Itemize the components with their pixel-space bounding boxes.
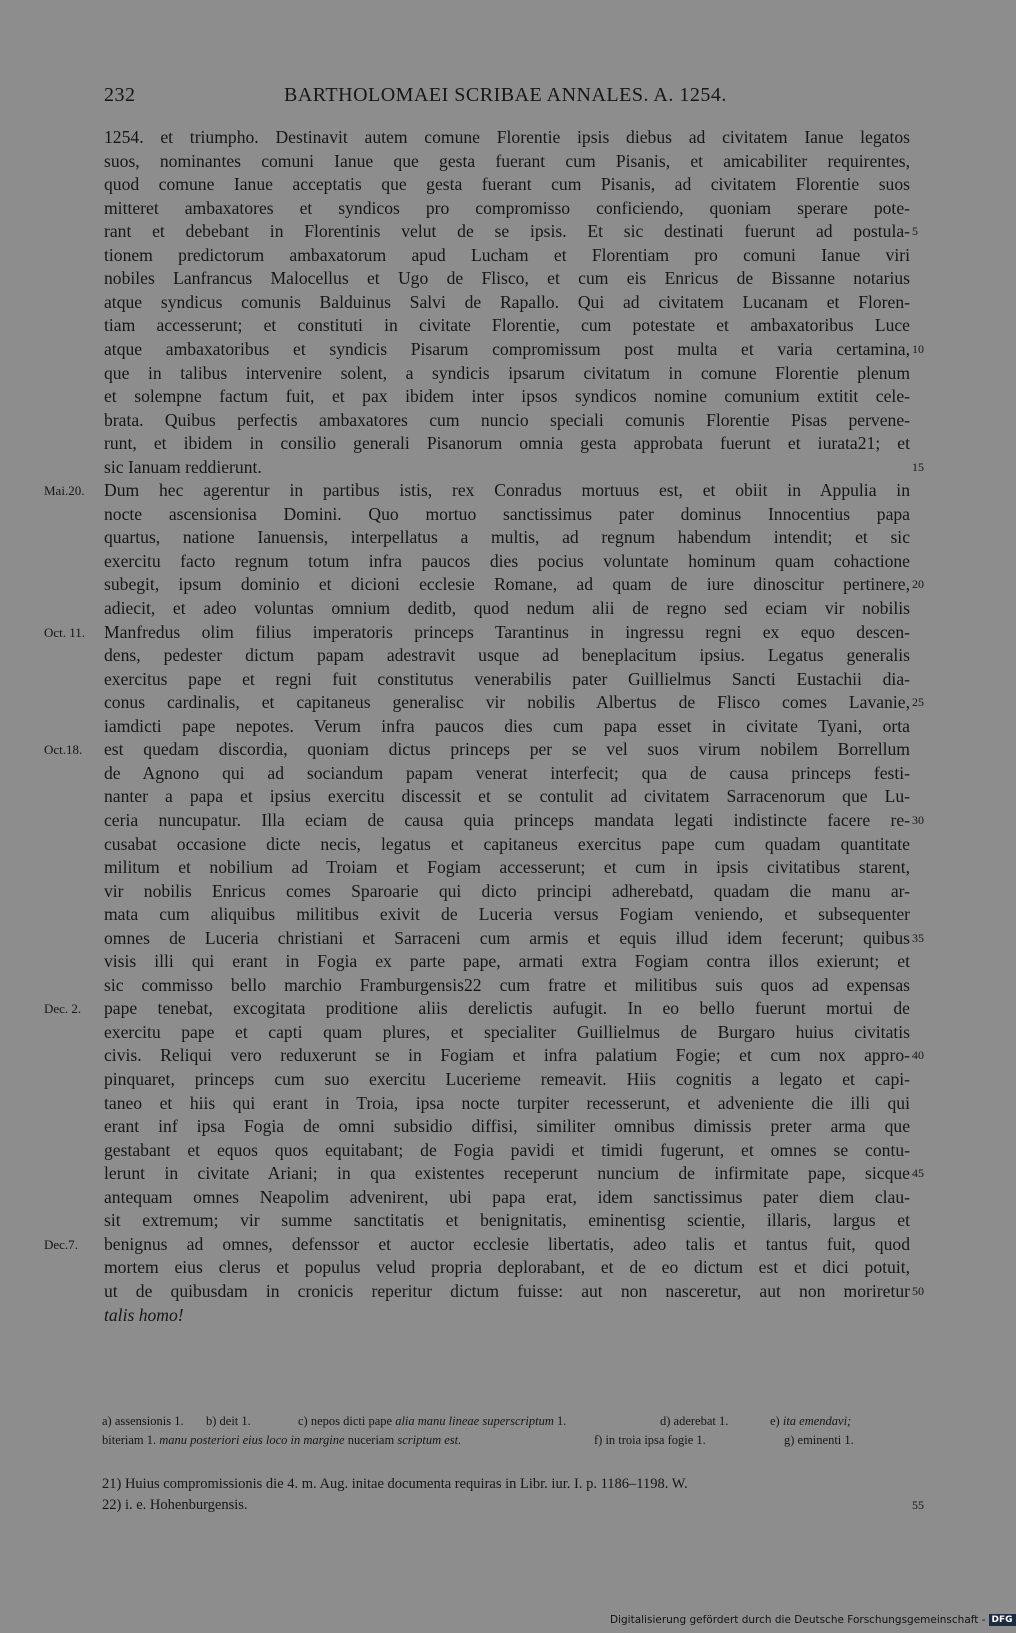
text-line: exercitus pape et regni fuit constitutus venerabilis pater Guillielmus Sancti Eustachii dia- — [104, 668, 910, 689]
text-line: sit extremum; vir summe sanctitatis et benignitatis, eminentisg scientie, illaris, largus et — [104, 1210, 910, 1231]
text-line: tionem predictorum ambaxatorum apud Lucham et Florentiam pro comuni Ianue viri — [104, 244, 910, 265]
text-line: adiecit, et adeo voluntas omnium deditb, quod nedum alii de regno sed eciam vir nobilis — [104, 598, 910, 618]
text-line: quod comune Ianue acceptatis que gesta fuerant cum Pisanis, ad civitatem Florentie suos — [104, 174, 910, 195]
text-line: sic commisso bello marchio Framburgensis22 cum fratre et militibus suis quos ad expensas — [104, 974, 910, 995]
text-line: quartus, natione Ianuensis, interpellatus a multis, ad regnum habendum intendit; et sic — [104, 527, 910, 548]
text-line: dens, pedester dictum papam adestravit usque ad beneplacitum ipsius. Legatus generalis — [104, 645, 910, 666]
line-number-55: 55 — [912, 1498, 924, 1512]
line-number: 5 — [912, 224, 918, 239]
text-line: sic Ianuam reddierunt. — [104, 456, 262, 477]
marginal-date: Dec. 2. — [44, 1001, 82, 1017]
note-e: e) ita emendavi; — [770, 1414, 852, 1428]
note-f: f) in troia ipsa fogie 1. — [594, 1433, 706, 1447]
note-a: a) assensionis 1. — [102, 1414, 184, 1428]
text-line: omnes de Luceria christiani et Sarraceni cum armis et equis illud idem fecerunt; quibus — [104, 927, 910, 948]
text-line: rant et debebant in Florentinis velut de se ipsis. Et sic destinati fuerunt ad postula- — [104, 221, 910, 242]
note-e-continued: biteriam 1. manu posteriori eius loco in margine nuceriam scriptum est. — [102, 1433, 462, 1447]
line-number: 25 — [912, 695, 924, 710]
text-line: est quedam discordia, quoniam dictus princeps per se vel suos virum nobilem Borrellum — [104, 739, 910, 760]
critical-apparatus — [102, 1412, 912, 1450]
text-line: mortem eius clerus et populus velud propria deplorabant, et de eo dictum est et dici potuit, — [104, 1257, 910, 1278]
text-line: taneo et hiis qui erant in Troia, ipsa nocte turpiter recesserunt, et adveniente die illi qui — [104, 1092, 910, 1113]
explanatory-note-22: 22) i. e. Hohenburgensis. 55 — [102, 1495, 912, 1516]
text-line: talis homo! — [104, 1304, 184, 1325]
text-line: nanter a papa et ipsius exercitu discessit et se contulit ad civitatem Sarracenorum que Lu- — [104, 786, 910, 807]
text-line: atque syndicus comunis Balduinus Salvi de Rapallo. Qui ad civitatem Lucanam et Floren- — [104, 291, 910, 312]
marginal-date: Dec.7. — [44, 1236, 78, 1252]
note-g: g) eminenti 1. — [784, 1433, 854, 1447]
text-line: cusabat occasione dicte necis, legatus et capitaneus exercitus pape cum quadam quantitate — [104, 833, 910, 854]
text-line: visis illi qui erant in Fogia ex parte pape, armati extra Fogiam contra illos exierunt; et — [104, 951, 910, 972]
text-line: ceria nuncupatur. Illa eciam de causa quia princeps mandata legati indistincte facere re- — [104, 809, 910, 830]
text-line: atque ambaxatoribus et syndicis Pisarum compromissum post multa et varia certamina, — [104, 338, 910, 359]
text-line: runt, et ibidem in consilio generali Pisanorum omnia gesta approbata fuerunt et iurata21; et — [104, 433, 910, 454]
line-number: 15 — [912, 459, 924, 474]
marginal-date: Oct.18. — [44, 742, 83, 758]
text-line: que in talibus intervenire solent, a syndicis ipsarum civitatum in comune Florentie plenum — [104, 362, 910, 383]
line-number: 20 — [912, 577, 924, 592]
text-line: vir nobilis Enricus comes Sparoarie qui dicto principi adherebatd, quadam die manu ar- — [104, 880, 910, 901]
text-line: iamdicti pape nepotes. Verum infra paucos dies cum papa esset in civitate Tyani, orta — [104, 715, 910, 736]
text-line: Dum hec agerentur in partibus istis, rex Conradus mortuus est, et obiit in Appulia in — [104, 480, 910, 501]
line-number: 30 — [912, 812, 924, 827]
text-line: antequam omnes Neapolim advenirent, ubi papa erat, idem sanctissimus pater diem clau- — [104, 1186, 910, 1207]
text-line: et solempne factum fuit, et pax ibidem inter ipsos syndicos nomine comunium extitit cele- — [104, 386, 910, 407]
text-line: pinquaret, princeps cum suo exercitu Lucerieme remeavit. Hiis cognitis a legato et capi- — [104, 1069, 910, 1089]
text-line: lerunt in civitate Ariani; in qua existentes receperunt nuncium de infirmitate pape, sicque — [104, 1163, 910, 1184]
text-line: 1254. et triumpho. Destinavit autem comune Florentie ipsis diebus ad civitatem Ianue legatos — [104, 127, 910, 147]
explanatory-notes — [102, 1474, 924, 1516]
text-line: mata cum aliquibus militibus exivit de Luceria versus Fogiam veniendo, et subsequenter — [104, 904, 910, 925]
text-line: ut de quibusdam in cronicis reperitur dictum fuisse: aut non nasceretur, aut non moriretur — [104, 1280, 910, 1301]
line-number: 45 — [912, 1166, 924, 1181]
text-line: nocte ascensionisa Domini. Quo mortuo sanctissimus pater dominus Innocentius papa — [104, 503, 910, 524]
running-title: BARTHOLOMAEI SCRIBAE ANNALES. A. 1254. — [284, 84, 727, 106]
text-line: conus cardinalis, et capitaneus generalisc vir nobilis Albertus de Flisco comes Lavanie, — [104, 692, 910, 713]
text-line: militum et nobilium ad Troiam et Fogiam accesserunt; et cum in ipsis civitatibus starent, — [104, 857, 910, 878]
line-number: 35 — [912, 930, 924, 945]
page-number: 232 — [104, 84, 136, 106]
line-number: 10 — [912, 341, 924, 356]
text-line: de Agnono qui ad sociandum papam venerat interfecit; qua de causa princeps festi- — [104, 762, 910, 783]
text-line: exercitu pape et capti quam plures, et specialiter Guillielmus de Burgaro huius civitatis — [104, 1021, 910, 1042]
note-b: b) deit 1. — [206, 1414, 251, 1428]
text-line: pape tenebat, excogitata proditione aliis derelictis aufugit. In eo bello fuerunt mortui de — [104, 998, 910, 1019]
text-line: tiam accesserunt; et constituti in civitate Florentie, cum potestate et ambaxatoribus Luce — [104, 315, 910, 336]
note-c: c) nepos dicti pape alia manu lineae superscriptum 1. — [298, 1414, 567, 1428]
text-line: exercitu facto regnum totum infra paucos dies pocius voluntate hominum quam cohactione — [104, 550, 910, 571]
text-line: civis. Reliqui vero reduxerunt se in Fogiam et infra palatium Fogie; et cum nox appro- — [104, 1045, 910, 1066]
marginal-date: Oct. 11. — [44, 624, 86, 640]
text-line: subegit, ipsum dominio et dicioni ecclesie Romane, ad quam de iure dinoscitur pertinere, — [104, 574, 910, 595]
text-line: benignus ad omnes, defenssor et auctor ecclesie libertatis, adeo talis et tantus fuit, quod — [104, 1233, 910, 1254]
apparatus-row-2 — [102, 1431, 912, 1450]
dfg-logo-icon: DFG — [989, 1614, 1016, 1626]
line-number: 50 — [912, 1283, 924, 1298]
line-number: 40 — [912, 1048, 924, 1063]
text-line: gestabant et equos quos equitabant; de Fogia pavidi et timidi fugerunt, et omnes se contu- — [104, 1139, 910, 1160]
note-d: d) aderebat 1. — [660, 1414, 729, 1428]
text-line: brata. Quibus perfectis ambaxatores cum nuncio speciali comunis Florentie Pisas pervene- — [104, 409, 910, 430]
text-line: erant inf ipsa Fogia de omni subsidio diffisi, similiter omnibus dimissis preter arma que — [104, 1116, 910, 1137]
text-line: Manfredus olim filius imperatoris princeps Tarantinus in ingressu regni ex equo descen- — [104, 621, 910, 642]
text-line: suos, nominantes comuni Ianue que gesta fuerant cum Pisanis, et amicabiliter requirentes, — [104, 150, 910, 171]
text-line: mitteret ambaxatores et syndicos pro compromisso conficiendo, quoniam sperare pote- — [104, 197, 910, 218]
apparatus-row-1 — [102, 1412, 912, 1431]
marginal-date: Mai.20. — [44, 483, 85, 499]
digitization-notice: Digitalisierung gefördert durch die Deutsche Forschungsgemeinschaft - DFG — [610, 1614, 996, 1630]
page-header — [104, 84, 914, 110]
text-line: nobiles Lanfrancus Malocellus et Ugo de Flisco, et cum eis Enricus de Bissanne notarius — [104, 268, 910, 289]
explanatory-note-21: 21) Huius compromissionis die 4. m. Aug. initae documenta requiras in Libr. iur. I. p. 1186–1198. W. — [102, 1476, 688, 1492]
